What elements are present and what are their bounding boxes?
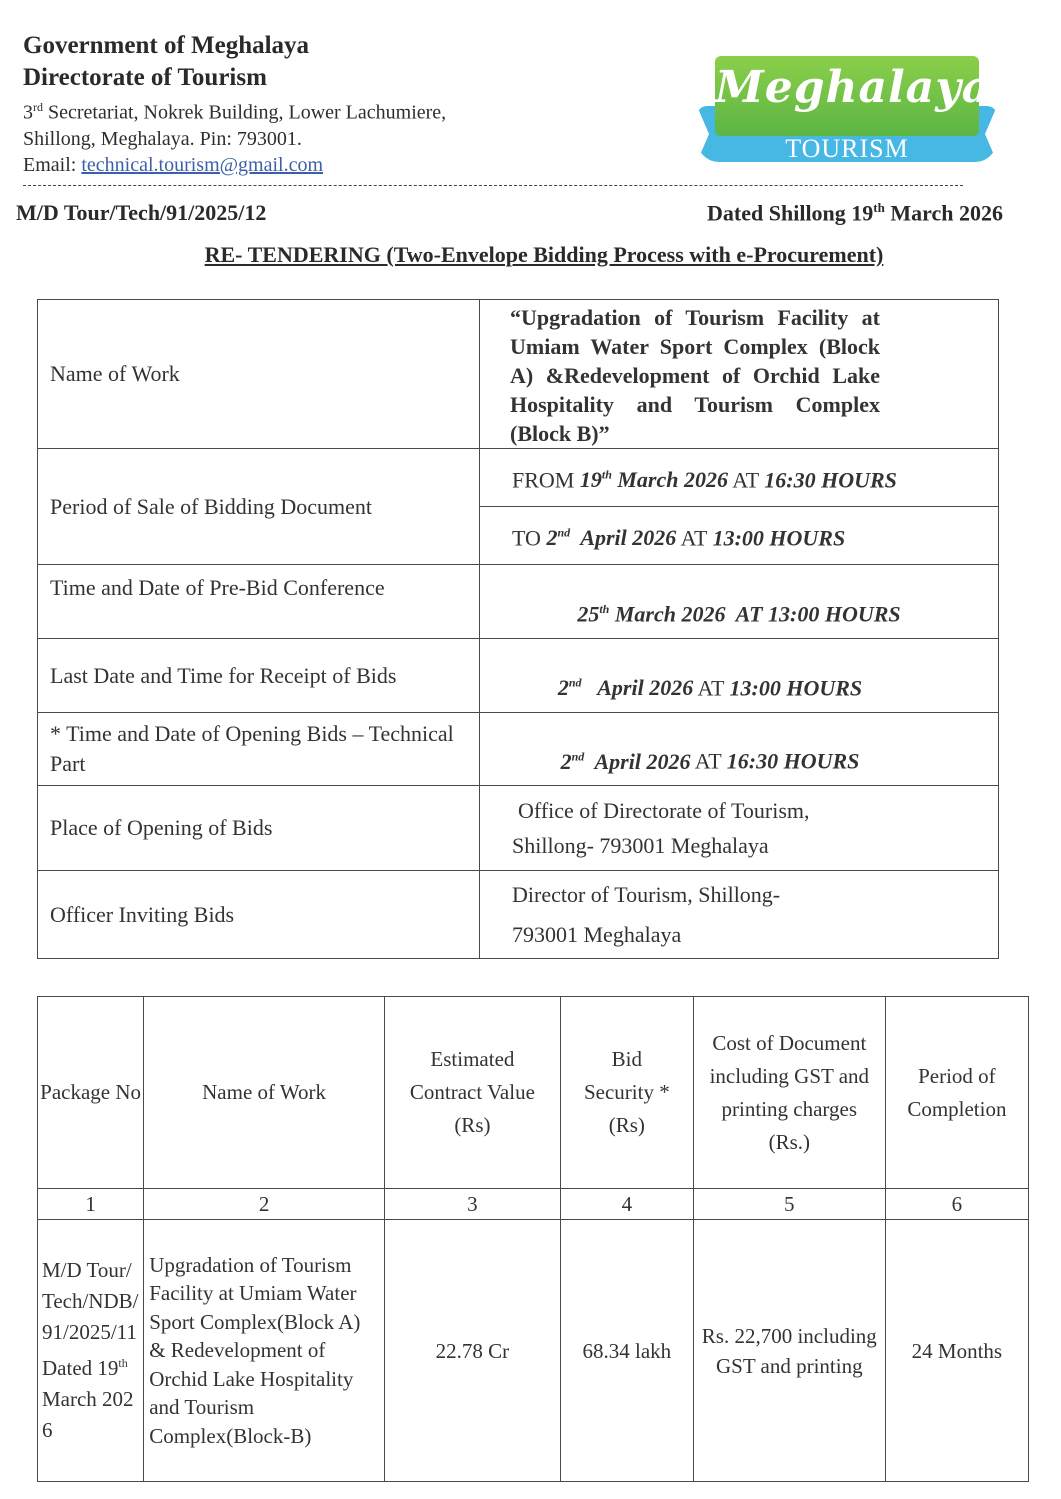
package-no: M/D Tour/Tech/NDB/91/2025/11 Dated 19 (42, 1258, 139, 1380)
header-document-cost: Cost of Document including GST and printing charges (Rs.) (693, 997, 885, 1189)
package-no-month-year: March 2026 (42, 1387, 134, 1442)
dated-month-year: March 2026 (884, 200, 1003, 226)
place-line-2: Shillong- 793001 Meghalaya (512, 833, 769, 858)
last-date-month-year: April 2026 (597, 675, 694, 701)
at-word: AT (680, 525, 708, 551)
dashed-divider (23, 185, 963, 186)
to-time: 13:00 HOURS (712, 525, 846, 551)
package-no-ordinal: th (118, 1356, 128, 1370)
dated-ordinal: th (873, 200, 885, 215)
from-time: 16:30 HOURS (764, 467, 897, 493)
label-officer: Officer Inviting Bids (38, 871, 480, 959)
header-completion-period: Period of Completion (885, 997, 1028, 1189)
tender-details-table (37, 299, 999, 959)
department-name: Directorate of Tourism (23, 64, 267, 91)
at-word: AT (697, 675, 724, 701)
place-line-1: Office of Directorate of Tourism, (518, 798, 810, 823)
table-row (38, 786, 999, 871)
estimated-value-cell: 22.78 Cr (384, 1220, 560, 1482)
label-name-of-work: Name of Work (38, 300, 480, 449)
header-estimated-value: Estimated Contract Value (Rs) (384, 997, 560, 1189)
officer-line-2: 793001 Meghalaya (512, 921, 682, 947)
column-number: 1 (38, 1189, 144, 1220)
label-opening-technical: * Time and Date of Opening Bids – Technical Part (38, 713, 480, 786)
to-day: 2 (546, 525, 558, 551)
header-package-no: Package No (38, 997, 144, 1189)
officer-line-1: Director of Tourism, Shillong- (512, 881, 781, 907)
from-month-year: March 2026 (617, 467, 728, 493)
to-word: TO (512, 525, 541, 551)
header-bid-security: Bid Security *(Rs) (560, 997, 693, 1189)
pre-bid-ordinal: th (599, 601, 610, 616)
document-cost-cell: Rs. 22,700 including GST and printing (693, 1220, 885, 1482)
pre-bid-date: March 2026 (614, 601, 726, 627)
table-row (38, 713, 999, 786)
from-word: FROM (512, 467, 575, 493)
opening-date (561, 749, 691, 774)
value-sale-from (480, 449, 999, 507)
from-day: 19 (579, 467, 602, 493)
pre-bid-day: 25 (577, 601, 600, 627)
value-sale-to (480, 507, 999, 565)
completion-period-cell: 24 Months (885, 1220, 1028, 1482)
at-word: AT (732, 467, 759, 493)
header-name-of-work: Name of Work (144, 997, 385, 1189)
column-number-row (38, 1189, 1029, 1220)
value-officer (480, 871, 999, 959)
pre-bid-time: AT 13:00 HOURS (735, 601, 901, 627)
opening-month-year: April 2026 (594, 748, 691, 774)
value-place-of-opening (480, 786, 999, 871)
table-row (38, 871, 999, 959)
label-place-of-opening: Place of Opening of Bids (38, 786, 480, 871)
table-row (38, 565, 999, 639)
value-pre-bid (480, 565, 999, 639)
column-number: 3 (384, 1189, 560, 1220)
table-row (38, 639, 999, 713)
opening-time: 16:30 HOURS (726, 748, 860, 774)
from-ordinal: th (601, 467, 612, 482)
address-line-1 (23, 94, 446, 126)
package-table (37, 996, 1029, 1482)
dated-text: Dated Shillong 19 (707, 200, 874, 226)
to-month-year: April 2026 (580, 525, 677, 551)
reference-number: M/D Tour/Tech/91/2025/12 (16, 200, 267, 225)
email-label: Email: (23, 153, 82, 176)
letterhead (23, 30, 446, 178)
bid-security-cell: 68.34 lakh (560, 1220, 693, 1482)
header-row (38, 997, 1029, 1189)
opening-day: 2 (560, 748, 572, 774)
logo-sub-text: TOURISM (785, 134, 909, 163)
label-pre-bid: Time and Date of Pre-Bid Conference (38, 565, 480, 639)
value-last-date (480, 639, 999, 713)
name-of-work-cell: Upgradation of Tourism Facility at Umiam Water Sport Complex(Block A) & Redevelopment of Orchid Lake Hospitality and Tourism Complex(Block-B) (144, 1220, 385, 1482)
label-sale-period: Period of Sale of Bidding Document (38, 449, 480, 565)
email-line (23, 152, 446, 178)
dated-line (707, 200, 1003, 226)
address-ordinal: rd (33, 100, 43, 114)
column-number: 2 (144, 1189, 385, 1220)
label-last-date: Last Date and Time for Receipt of Bids (38, 639, 480, 713)
address-line-2: Shillong, Meghalaya. Pin: 793001. (23, 127, 302, 150)
email-link[interactable]: technical.tourism@gmail.com (81, 153, 324, 176)
to-ordinal: nd (557, 525, 571, 540)
last-date-ordinal: nd (568, 675, 582, 690)
value-opening-technical (480, 713, 999, 786)
document-heading: RE- TENDERING (Two-Envelope Bidding Process with e-Procurement) (204, 242, 884, 267)
table-row (38, 449, 999, 507)
opening-ordinal: nd (571, 749, 585, 764)
column-number: 6 (885, 1189, 1028, 1220)
package-no-cell (38, 1220, 144, 1482)
last-date-day: 2 (557, 675, 569, 701)
meghalaya-tourism-logo (697, 56, 997, 166)
org-name: Government of Meghalaya (23, 32, 310, 59)
value-name-of-work: “Upgradation of Tourism Facility at Umiam Water Sport Complex (Block A) &Redevelopment of Orchid Lake Hospitality and Tourism Complex (Block B)” (480, 300, 999, 449)
table-row (38, 300, 999, 449)
last-date-date (558, 675, 693, 700)
address-text: Secretariat, Nokrek Building, Lower Lachumiere, (43, 101, 447, 124)
logo-script-text: Meghalaya (715, 62, 992, 113)
to-date (546, 525, 676, 550)
column-number: 4 (560, 1189, 693, 1220)
last-date-time: 13:00 HOURS (729, 675, 863, 701)
at-word: AT (694, 748, 722, 774)
from-date (580, 467, 728, 492)
column-number: 5 (693, 1189, 885, 1220)
address-number: 3 (23, 101, 33, 124)
table-row (38, 1220, 1029, 1482)
